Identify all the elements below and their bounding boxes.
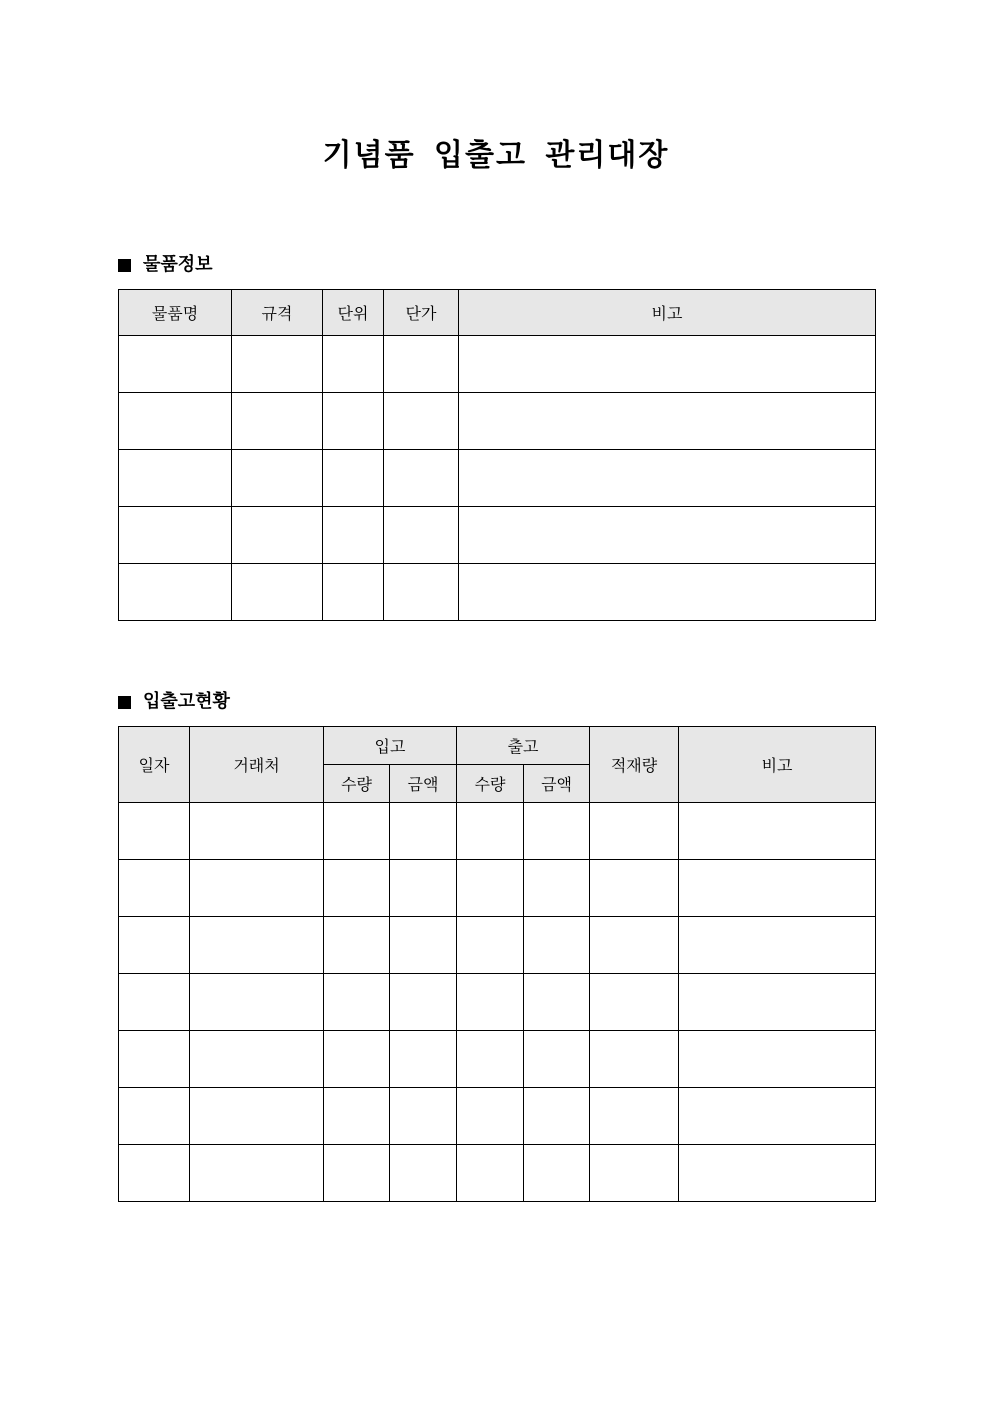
table-cell[interactable] <box>190 1031 324 1088</box>
table-cell[interactable] <box>390 1088 457 1145</box>
table-cell[interactable] <box>679 860 876 917</box>
table-cell[interactable] <box>679 974 876 1031</box>
table-cell[interactable] <box>590 1031 679 1088</box>
column-header-stock-out: 출고 <box>457 727 590 765</box>
column-header-out-amount: 금액 <box>524 765 590 803</box>
column-header-vendor: 거래처 <box>190 727 324 803</box>
table-cell[interactable] <box>457 1088 524 1145</box>
table-header-row <box>119 290 876 336</box>
table-cell[interactable] <box>323 450 384 507</box>
table-row <box>119 450 876 507</box>
section-heading-inout-status <box>118 690 230 714</box>
table-cell[interactable] <box>232 393 323 450</box>
table-cell[interactable] <box>190 1145 324 1202</box>
column-header-stock-in: 입고 <box>324 727 457 765</box>
column-header-spec: 규격 <box>232 290 323 336</box>
section-heading-label: 입출고현황 <box>143 691 230 712</box>
table-cell[interactable] <box>190 1088 324 1145</box>
column-header-date: 일자 <box>119 727 190 803</box>
table-cell[interactable] <box>679 1088 876 1145</box>
table-cell[interactable] <box>384 336 459 393</box>
column-header-unit: 단위 <box>323 290 384 336</box>
table-cell[interactable] <box>119 803 190 860</box>
table-cell[interactable] <box>324 803 390 860</box>
table-cell[interactable] <box>119 450 232 507</box>
table-cell[interactable] <box>679 1031 876 1088</box>
square-bullet-icon <box>118 696 131 709</box>
table-cell[interactable] <box>384 450 459 507</box>
table-cell[interactable] <box>190 974 324 1031</box>
table-row <box>119 860 876 917</box>
table-cell[interactable] <box>524 860 590 917</box>
table-cell[interactable] <box>384 507 459 564</box>
table-cell[interactable] <box>119 917 190 974</box>
table-cell[interactable] <box>323 336 384 393</box>
table-cell[interactable] <box>390 1031 457 1088</box>
table-cell[interactable] <box>384 393 459 450</box>
table-cell[interactable] <box>119 1088 190 1145</box>
table-cell[interactable] <box>390 803 457 860</box>
column-header-note: 비고 <box>459 290 876 336</box>
table-cell[interactable] <box>324 1145 390 1202</box>
table-row <box>119 917 876 974</box>
table-cell[interactable] <box>390 860 457 917</box>
table-cell[interactable] <box>679 803 876 860</box>
table-row <box>119 1145 876 1202</box>
table-cell[interactable] <box>390 1145 457 1202</box>
table-cell[interactable] <box>524 917 590 974</box>
page-title: 기념품 입출고 관리대장 <box>322 138 670 173</box>
table-cell[interactable] <box>457 974 524 1031</box>
table-cell[interactable] <box>324 1088 390 1145</box>
table-cell[interactable] <box>590 974 679 1031</box>
table-cell[interactable] <box>119 564 232 621</box>
table-cell[interactable] <box>190 917 324 974</box>
table-cell[interactable] <box>190 860 324 917</box>
table-cell[interactable] <box>524 803 590 860</box>
table-cell[interactable] <box>457 917 524 974</box>
column-header-stock-level: 적재량 <box>590 727 679 803</box>
table-cell[interactable] <box>384 564 459 621</box>
table-cell[interactable] <box>459 507 876 564</box>
table-cell[interactable] <box>232 564 323 621</box>
table-row <box>119 507 876 564</box>
table-cell[interactable] <box>459 393 876 450</box>
table-row <box>119 1088 876 1145</box>
table-cell[interactable] <box>119 1031 190 1088</box>
column-header-in-quantity: 수량 <box>324 765 390 803</box>
table-row <box>119 336 876 393</box>
table-cell[interactable] <box>679 917 876 974</box>
table-cell[interactable] <box>457 803 524 860</box>
square-bullet-icon <box>118 259 131 272</box>
table-cell[interactable] <box>119 507 232 564</box>
table-row <box>119 803 876 860</box>
table-cell[interactable] <box>590 1088 679 1145</box>
table-header-row <box>119 727 876 765</box>
table-cell[interactable] <box>119 1145 190 1202</box>
table-cell[interactable] <box>524 974 590 1031</box>
table-cell[interactable] <box>590 860 679 917</box>
column-header-in-amount: 금액 <box>390 765 457 803</box>
table-row <box>119 564 876 621</box>
table-cell[interactable] <box>324 860 390 917</box>
table-cell[interactable] <box>119 393 232 450</box>
column-header-item-name: 물품명 <box>119 290 232 336</box>
table-cell[interactable] <box>459 564 876 621</box>
table-cell[interactable] <box>324 917 390 974</box>
table-cell[interactable] <box>590 1145 679 1202</box>
table-cell[interactable] <box>323 507 384 564</box>
table-cell[interactable] <box>390 974 457 1031</box>
table-cell[interactable] <box>524 1145 590 1202</box>
column-header-out-quantity: 수량 <box>457 765 524 803</box>
table-cell[interactable] <box>232 450 323 507</box>
table-cell[interactable] <box>119 336 232 393</box>
table-cell[interactable] <box>457 860 524 917</box>
table-row <box>119 974 876 1031</box>
table-cell[interactable] <box>190 803 324 860</box>
table-cell[interactable] <box>119 974 190 1031</box>
table-row <box>119 1031 876 1088</box>
table-cell[interactable] <box>590 917 679 974</box>
table-cell[interactable] <box>119 860 190 917</box>
section-heading-label: 물품정보 <box>143 254 213 275</box>
inout-status-table <box>118 726 876 1202</box>
table-cell[interactable] <box>457 1145 524 1202</box>
table-row <box>119 393 876 450</box>
item-info-table <box>118 289 876 621</box>
table-cell[interactable] <box>524 1088 590 1145</box>
table-cell[interactable] <box>232 507 323 564</box>
table-cell[interactable] <box>390 917 457 974</box>
table-cell[interactable] <box>323 564 384 621</box>
column-header-note: 비고 <box>679 727 876 803</box>
table-cell[interactable] <box>590 803 679 860</box>
table-cell[interactable] <box>324 974 390 1031</box>
column-header-unit-price: 단가 <box>384 290 459 336</box>
table-cell[interactable] <box>324 1031 390 1088</box>
table-cell[interactable] <box>524 1031 590 1088</box>
section-heading-item-info <box>118 253 213 277</box>
table-cell[interactable] <box>459 450 876 507</box>
table-cell[interactable] <box>679 1145 876 1202</box>
table-cell[interactable] <box>323 393 384 450</box>
table-cell[interactable] <box>457 1031 524 1088</box>
table-cell[interactable] <box>232 336 323 393</box>
table-cell[interactable] <box>459 336 876 393</box>
